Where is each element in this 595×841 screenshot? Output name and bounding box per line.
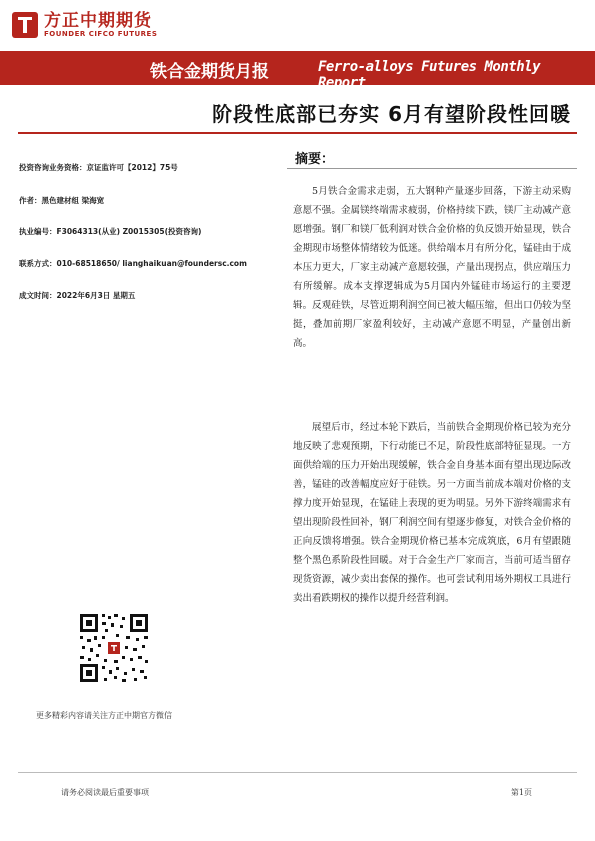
publish-date: 成文时间：2022年6月3日 星期五 xyxy=(19,291,136,300)
banner-title-en: Ferro-alloys Futures Monthly Report xyxy=(318,59,541,91)
report-title: 阶段性底部已夯实 6月有望阶段性回暖 xyxy=(212,102,571,126)
author-info: 作者：黑色建材组 梁海宽 xyxy=(19,196,105,205)
report-banner xyxy=(0,51,595,91)
qr-caption: 更多精彩内容请关注方正中期官方微信 xyxy=(36,711,172,720)
summary-paragraph-2: 展望后市，经过本轮下跌后，当前铁合金期现价格已较为充分地反映了悲观预期，下行动能已不足，阶段性底部特征显现。一方面供给端的压力开始出现缓解，铁合金自身基本面有望出现边际改善，锰硅的改善幅度应好于硅铁。另一方面当前成本端对价格的支撑力度开始显现，在锰硅上表现的更为明显。另外下游终端需求有望出现阶段性回补，钢厂利润空间有望逐步修复，对铁合金价格的正向反馈将增强。铁合金期现价格已基本完成筑底，6月有望跟随整个黑色系阶段性回暖。对于合金生产厂家而言，当前可适当留存现货资源，减少卖出套保的操作。也可尝试利用场外期权工具进行卖出看跌期权的操作以提升经营利润。 xyxy=(293,422,571,604)
practice-number: 执业编号：F3064313(从业) Z0015305(投资咨询) xyxy=(19,227,202,236)
license-info: 投资咨询业务资格：京证监许可【2012】75号 xyxy=(19,163,178,172)
logo-cn: 方正中期期货 xyxy=(44,10,152,31)
logo-mark-icon xyxy=(12,12,38,38)
title-divider xyxy=(18,132,577,134)
qr-code-icon xyxy=(78,612,150,684)
disclaimer-notice: 请务必阅读最后重要事项 xyxy=(61,788,149,797)
banner-title-cn: 铁合金期货月报 xyxy=(150,62,269,82)
footer-divider xyxy=(18,772,577,773)
page-number: 第1页 xyxy=(510,788,532,797)
logo-en: FOUNDER CIFCO FUTURES xyxy=(44,29,158,38)
summary-heading: 摘要： xyxy=(295,152,335,167)
summary-paragraph-1: 5月铁合金需求走弱，五大钢种产量逐步回落，下游主动采购意愿不强。金属镁终端需求疲弱，价格持续下跌，镁厂主动减产意愿增强。钢厂和镁厂低利润对铁合金价格的负反馈开始显现，铁合金期现市场整体情绪较为低迷。供给端本月有所分化，锰硅由于成本压力更大，厂家主动减产意愿较强，产量出现拐点，供应端压力有所缓解。成本支撑逻辑成为5月国内外锰硅市场运行的主要逻辑。反观硅铁，尽管近期利润空间已被大幅压缩，但出口仍较为坚挺，叠加前期厂家盈利较好，主动减产意愿不明显，产量创出新高。 xyxy=(293,186,571,349)
summary-divider xyxy=(287,168,577,169)
logo-text xyxy=(44,12,157,39)
company-logo xyxy=(12,9,157,41)
contact-info: 联系方式：010-68518650/ lianghaikuan@foundersc.com xyxy=(19,259,247,268)
